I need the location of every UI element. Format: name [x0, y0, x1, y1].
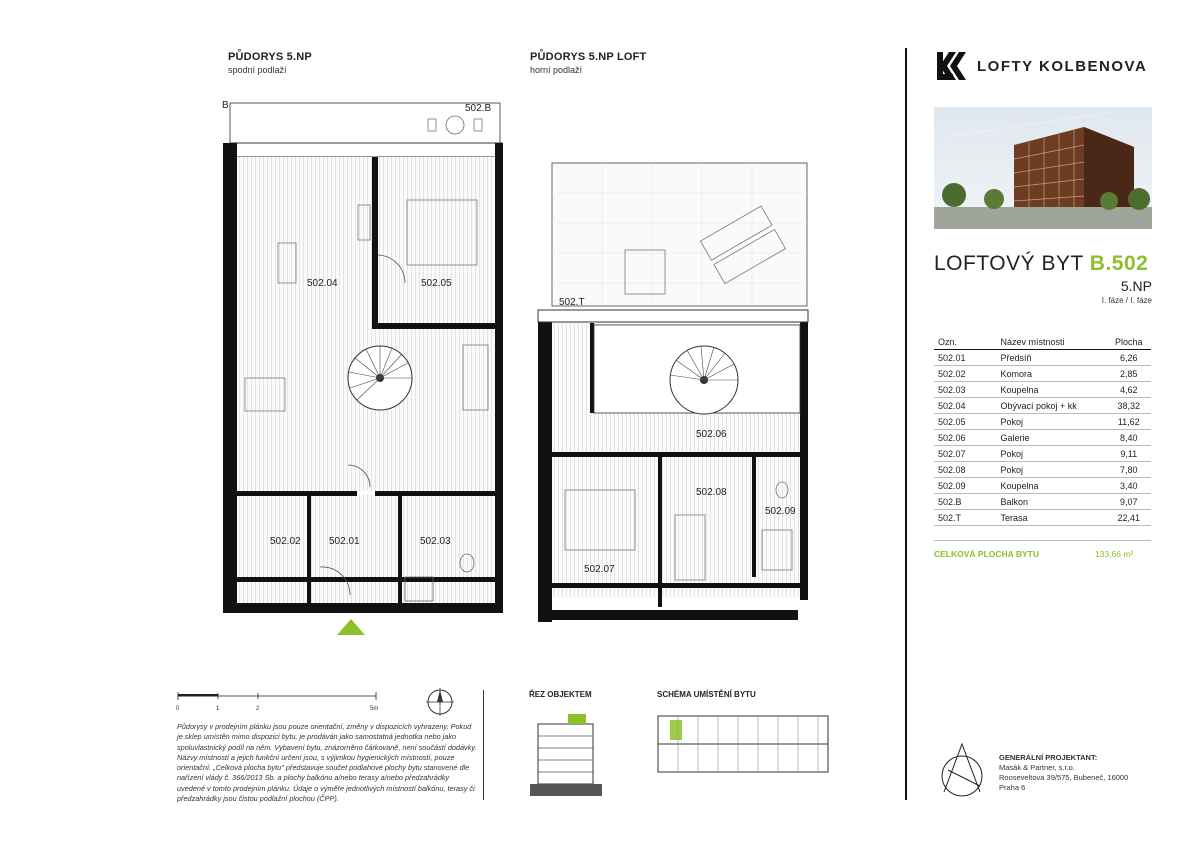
room-label-502-01: 502.01 [329, 536, 360, 547]
lower-plan-subtitle: spodní podlaží [228, 65, 287, 75]
room-code-cell: 502.04 [934, 398, 978, 414]
flat-title [934, 252, 1148, 276]
table-row [934, 382, 1151, 398]
room-label-502-06: 502.06 [696, 429, 727, 440]
room-label-502-03: 502.03 [420, 536, 451, 547]
room-label-502-09: 502.09 [765, 506, 796, 517]
divider [483, 690, 484, 800]
table-row [934, 462, 1151, 478]
scale-tick-0: 0 [176, 706, 180, 712]
room-code-cell: 502.08 [934, 462, 978, 478]
room-area-cell: 3,40 [1107, 478, 1151, 494]
room-name-cell: Koupelna [978, 478, 1106, 494]
disclaimer-text: Půdorysy v prodejním plánku jsou pouze orientační, změny v dispozicích vyhrazeny. Pokud je sklep umístěn mimo dispozici bytu, je prodáván jako samostatná jednotka nebo jako spoluvlastnický podíl na něm. Vybavení bytu, znázorněno čárkovaně, není součástí dodávky. Názvy místností a jejich funkční určení jsou, s výjimkou hygienických místností, pouze orientační. „Celková plocha bytu" představuje součet podlahové plochy bytu stanovené dle nařízení vlády č. 366/2013 Sb. a plochy balkónu a/nebo terasy a/nebo předzahrádky uvedené v tomto prodejním plánku. Údaje o výměře jednotlivých místností balkónu, terasy či předzahrádky jsou čistou podlažní plochou (ČPP). [177, 722, 477, 804]
room-code-cell: 502.07 [934, 446, 978, 462]
col-header-area: Plocha [1107, 335, 1151, 350]
room-label-502-04: 502.04 [307, 278, 338, 289]
room-area-cell: 6,26 [1107, 350, 1151, 366]
phase-label: I. fáze / I. fáze [1101, 296, 1152, 305]
table-row [934, 398, 1151, 414]
room-code-cell: 502.02 [934, 366, 978, 382]
room-label-502-02: 502.02 [270, 536, 301, 547]
building-section-diagram [528, 706, 608, 798]
rooms-table-wrapper [934, 335, 1151, 526]
architect-firm: Masák & Partner, s.r.o. [999, 763, 1075, 772]
room-name-cell: Terasa [978, 510, 1106, 526]
room-area-cell: 38,32 [1107, 398, 1151, 414]
scale-bar [176, 690, 386, 714]
room-area-cell: 9,07 [1107, 494, 1151, 510]
architect-address: Rooseveltova 39/575, Bubeneč, 16000 Praha 6 [999, 773, 1129, 792]
table-row [934, 350, 1151, 366]
room-name-cell: Předsíň [978, 350, 1106, 366]
lower-plan-title: PŮDORYS 5.NP [228, 51, 312, 63]
room-name-cell: Obývací pokoj + kk [978, 398, 1106, 414]
lower-floor-plan [215, 95, 515, 635]
total-area-value: 133,66 m² [1095, 549, 1134, 559]
room-name-cell: Galerie [978, 430, 1106, 446]
room-area-cell: 2,85 [1107, 366, 1151, 382]
brand-logo [935, 52, 1147, 80]
room-area-cell: 22,41 [1107, 510, 1151, 526]
room-code-cell: 502.06 [934, 430, 978, 446]
table-row [934, 366, 1151, 382]
room-name-cell: Koupelna [978, 382, 1106, 398]
room-code-cell: 502.B [934, 494, 978, 510]
table-row [934, 494, 1151, 510]
scale-tick-5m: 5m [370, 706, 379, 712]
col-header-room-name: Název místnosti [978, 335, 1106, 350]
room-label-502-07: 502.07 [584, 564, 615, 575]
col-header-code: Ozn. [934, 335, 978, 350]
room-area-cell: 8,40 [1107, 430, 1151, 446]
flat-code: B.502 [1089, 252, 1149, 275]
room-name-cell: Balkon [978, 494, 1106, 510]
brand-name: LOFTY KOLBENOVA [977, 57, 1148, 75]
table-row [934, 478, 1151, 494]
floor-label: 5.NP [1120, 278, 1152, 294]
room-code-cell: 502.09 [934, 478, 978, 494]
table-row [934, 414, 1151, 430]
room-code-cell: 502.T [934, 510, 978, 526]
room-name-cell: Komora [978, 366, 1106, 382]
total-divider [934, 540, 1151, 541]
room-label-502-08: 502.08 [696, 487, 727, 498]
room-name-cell: Pokoj [978, 446, 1106, 462]
room-name-cell: Pokoj [978, 414, 1106, 430]
upper-floor-plan [530, 155, 830, 630]
room-name-cell: Pokoj [978, 462, 1106, 478]
total-area-label: CELKOVÁ PLOCHA BYTU [934, 549, 1039, 559]
table-row [934, 430, 1151, 446]
room-code-cell: 502.05 [934, 414, 978, 430]
table-row [934, 446, 1151, 462]
room-area-cell: 9,11 [1107, 446, 1151, 462]
room-area-cell: 11,62 [1107, 414, 1151, 430]
room-code-cell: 502.03 [934, 382, 978, 398]
rooms-table [934, 335, 1151, 526]
scale-tick-1: 1 [216, 706, 220, 712]
lk-logo-icon [935, 52, 971, 80]
architect-block [999, 753, 1149, 793]
panel-separator [905, 48, 907, 800]
room-label-502-05: 502.05 [421, 278, 452, 289]
scheme-title: SCHÉMA UMÍSTĚNÍ BYTU [657, 690, 756, 699]
architect-logo-icon [936, 740, 988, 800]
room-area-cell: 4,62 [1107, 382, 1151, 398]
building-location-scheme [656, 714, 830, 776]
room-code-cell: 502.01 [934, 350, 978, 366]
section-title: ŘEZ OBJEKTEM [529, 690, 592, 699]
cut-mark-b: B [222, 100, 229, 111]
flat-title-prefix: LOFTOVÝ BYT [934, 252, 1084, 275]
upper-plan-title: PŮDORYS 5.NP LOFT [530, 51, 647, 63]
architect-label: GENERÁLNÍ PROJEKTANT: [999, 753, 1098, 762]
room-label-502-t: 502.T [559, 297, 585, 308]
rooms-table-body [934, 350, 1151, 526]
room-area-cell: 7,80 [1107, 462, 1151, 478]
building-render-image [934, 107, 1152, 229]
north-arrow-icon [424, 686, 456, 718]
scale-tick-2: 2 [256, 706, 260, 712]
table-row [934, 510, 1151, 526]
room-label-502-b: 502.B [465, 103, 492, 114]
upper-plan-subtitle: horní podlaží [530, 65, 583, 75]
table-header-row [934, 335, 1151, 350]
